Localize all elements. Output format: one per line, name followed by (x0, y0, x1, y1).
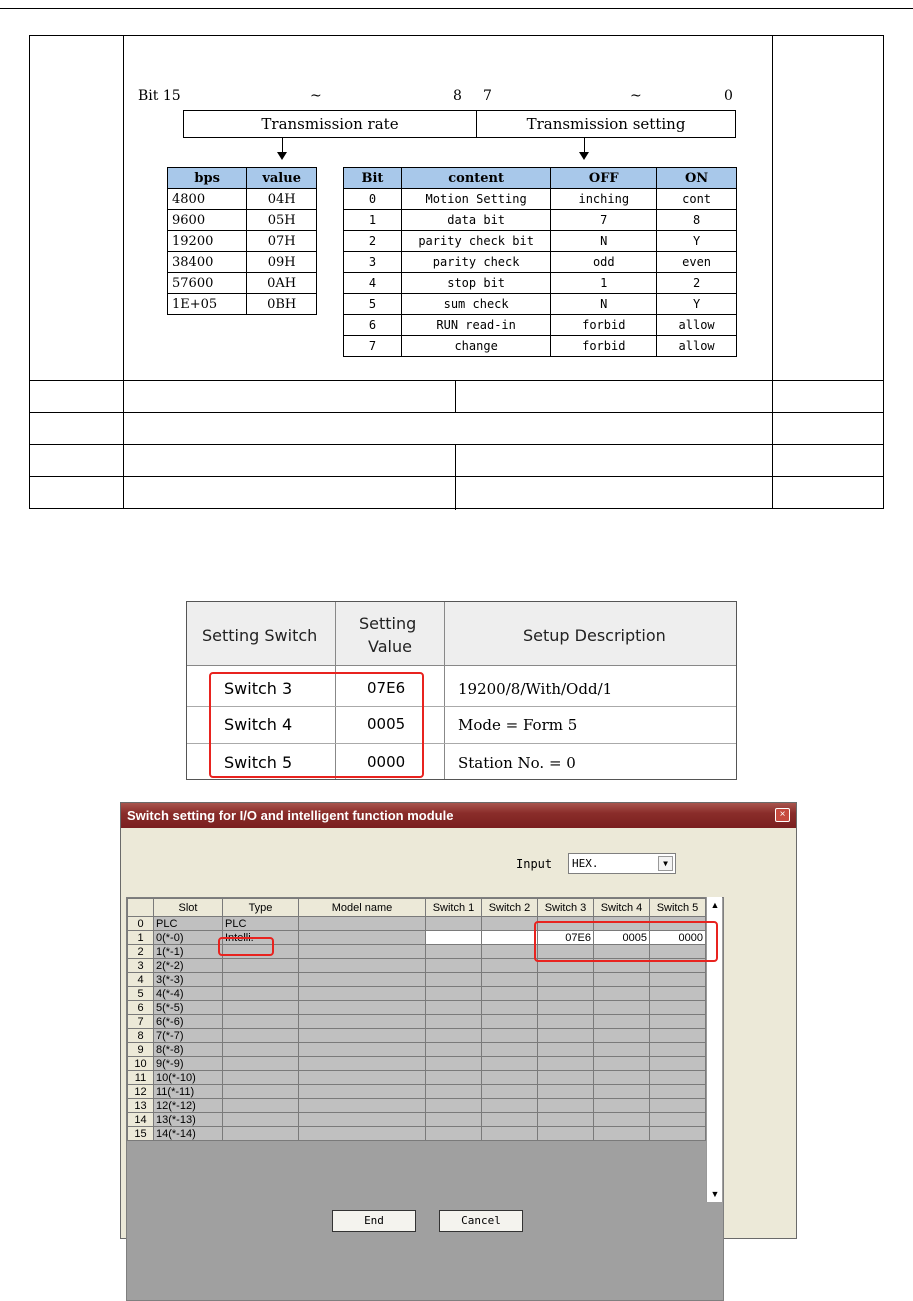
value-cell: 0BH (247, 294, 317, 315)
type-cell[interactable] (223, 1071, 299, 1085)
switch5-cell[interactable] (650, 1071, 706, 1085)
on-header: ON (657, 168, 737, 189)
slot-cell[interactable]: 1(*-1) (154, 945, 223, 959)
slot-cell[interactable]: 7(*-7) (154, 1029, 223, 1043)
switch-setting-dialog (120, 802, 797, 1239)
switch2-cell[interactable] (482, 959, 538, 973)
row-divider (30, 444, 883, 445)
bit0-label: 0 (724, 88, 733, 104)
input-format-value: HEX. (572, 857, 599, 870)
switch4-cell[interactable] (594, 1071, 650, 1085)
arrow-down-icon (277, 152, 287, 160)
row-number: 12 (128, 1085, 154, 1099)
switch5-cell[interactable] (650, 1085, 706, 1099)
bit-row (344, 210, 737, 231)
bps-cell: 19200 (168, 231, 247, 252)
switch5-cell[interactable] (650, 987, 706, 1001)
col-switch-5[interactable]: Switch 5 (650, 899, 706, 917)
switch4-cell[interactable] (594, 973, 650, 987)
off-cell: forbid (551, 336, 657, 357)
slot-cell[interactable]: 4(*-4) (154, 987, 223, 1001)
type-cell[interactable] (223, 959, 299, 973)
switch3-cell[interactable] (538, 1099, 594, 1113)
bit-content-table (343, 167, 737, 357)
slot-cell[interactable]: 11(*-11) (154, 1085, 223, 1099)
content-cell: RUN read-in (401, 315, 551, 336)
switch3-cell[interactable] (538, 1113, 594, 1127)
slot-cell[interactable]: 12(*-12) (154, 1099, 223, 1113)
model-name-cell[interactable] (299, 1085, 426, 1099)
switch2-cell[interactable] (482, 917, 538, 931)
switch1-cell[interactable] (426, 1043, 482, 1057)
switch4-cell[interactable] (594, 1015, 650, 1029)
switch4-cell[interactable] (594, 1127, 650, 1141)
off-cell: 1 (551, 273, 657, 294)
col-switch-4[interactable]: Switch 4 (594, 899, 650, 917)
row-number: 8 (128, 1029, 154, 1043)
bps-cell: 57600 (168, 273, 247, 294)
header-setting-switch: Setting Switch (202, 626, 318, 645)
model-name-cell[interactable] (299, 973, 426, 987)
bit-cell: 6 (344, 315, 402, 336)
switch2-cell[interactable] (482, 1071, 538, 1085)
tilde-label: ~ (310, 88, 322, 104)
header-setting-value-1: Setting (359, 614, 417, 633)
bit-diagram (135, 80, 745, 365)
slot-cell[interactable]: 5(*-5) (154, 1001, 223, 1015)
cell-divider (455, 444, 456, 510)
type-cell[interactable] (223, 1001, 299, 1015)
content-cell: change (401, 336, 551, 357)
col-switch-2[interactable]: Switch 2 (482, 899, 538, 917)
bit-row (344, 294, 737, 315)
switch3-cell[interactable] (538, 987, 594, 1001)
cell-divider (455, 380, 456, 412)
row-number: 15 (128, 1127, 154, 1141)
header-setting-value-2: Value (368, 637, 412, 656)
on-cell: Y (657, 294, 737, 315)
type-cell[interactable] (223, 1029, 299, 1043)
input-format-select[interactable] (568, 853, 676, 874)
switch2-cell[interactable] (482, 1113, 538, 1127)
model-name-cell[interactable] (299, 1099, 426, 1113)
on-cell: allow (657, 336, 737, 357)
content-cell: data bit (401, 210, 551, 231)
grid-row (128, 987, 706, 1001)
input-label: Input (516, 857, 553, 871)
model-name-cell[interactable] (299, 987, 426, 1001)
switch4-cell[interactable]: 0005 (594, 931, 650, 945)
grid-corner (128, 899, 154, 917)
transmission-setting-bar: Transmission setting (476, 110, 736, 138)
slot-cell[interactable]: 6(*-6) (154, 1015, 223, 1029)
switch1-cell[interactable] (426, 931, 482, 945)
model-name-cell[interactable] (299, 945, 426, 959)
switch1-cell[interactable] (426, 1113, 482, 1127)
slot-cell[interactable]: PLC (154, 917, 223, 931)
row-divider (30, 412, 883, 413)
model-name-cell[interactable] (299, 1001, 426, 1015)
off-cell: N (551, 231, 657, 252)
col-model-name[interactable]: Model name (299, 899, 426, 917)
switch5-cell[interactable] (650, 973, 706, 987)
switch3-cell[interactable] (538, 1043, 594, 1057)
scroll-down-icon[interactable]: ▼ (710, 1189, 720, 1199)
value-header: value (247, 168, 317, 189)
model-name-cell[interactable] (299, 1015, 426, 1029)
switch1-cell[interactable] (426, 1001, 482, 1015)
grid-row (128, 1043, 706, 1057)
bit15-label: Bit 15 (138, 88, 181, 104)
value-cell: 09H (247, 252, 317, 273)
on-cell: 8 (657, 210, 737, 231)
type-cell[interactable] (223, 1085, 299, 1099)
switch5-cell[interactable] (650, 1057, 706, 1071)
switch1-cell[interactable] (426, 1015, 482, 1029)
switch2-cell[interactable] (482, 1057, 538, 1071)
col-switch-1[interactable]: Switch 1 (426, 899, 482, 917)
bps-cell: 1E+05 (168, 294, 247, 315)
arrow-line (584, 138, 585, 152)
switch4-cell[interactable] (594, 987, 650, 1001)
switch4-cell[interactable] (594, 1043, 650, 1057)
switch2-cell[interactable] (482, 1015, 538, 1029)
switch-name-cell: Switch 5 (224, 753, 293, 772)
switch3-cell[interactable] (538, 1057, 594, 1071)
bit-cell: 3 (344, 252, 402, 273)
model-name-cell[interactable] (299, 1043, 426, 1057)
switch5-cell[interactable] (650, 1015, 706, 1029)
off-cell: forbid (551, 315, 657, 336)
slot-cell[interactable]: 9(*-9) (154, 1057, 223, 1071)
bit-row (344, 315, 737, 336)
content-cell: parity check (401, 252, 551, 273)
switch3-cell[interactable] (538, 1085, 594, 1099)
transmission-rate-bar: Transmission rate (183, 110, 477, 138)
switch-desc-cell: 19200/8/With/Odd/1 (458, 680, 613, 698)
switch2-cell[interactable] (482, 987, 538, 1001)
switch-value-cell: 07E6 (367, 679, 406, 697)
content-cell: Motion Setting (401, 189, 551, 210)
off-cell: 7 (551, 210, 657, 231)
row-number: 7 (128, 1015, 154, 1029)
switch2-cell[interactable] (482, 1085, 538, 1099)
switch3-cell[interactable] (538, 1127, 594, 1141)
arrow-line (282, 138, 283, 152)
switch4-cell[interactable] (594, 1099, 650, 1113)
content-cell: sum check (401, 294, 551, 315)
content-cell: parity check bit (401, 231, 551, 252)
switch5-cell[interactable] (650, 1099, 706, 1113)
dialog-title: Switch setting for I/O and intelligent function module (121, 803, 796, 828)
row-number: 0 (128, 917, 154, 931)
bit8-label: 8 (453, 88, 462, 104)
switch1-cell[interactable] (426, 1029, 482, 1043)
slot-cell[interactable]: 14(*-14) (154, 1127, 223, 1141)
value-cell: 05H (247, 210, 317, 231)
slot-cell[interactable]: 13(*-13) (154, 1113, 223, 1127)
bit-row (344, 231, 737, 252)
switch-name-cell: Switch 3 (224, 679, 293, 698)
model-name-cell[interactable] (299, 959, 426, 973)
on-cell: allow (657, 315, 737, 336)
cancel-button[interactable]: Cancel (439, 1210, 523, 1232)
switch3-cell[interactable] (538, 1029, 594, 1043)
type-cell[interactable] (223, 1043, 299, 1057)
close-icon[interactable]: × (775, 808, 790, 822)
grid-row (128, 1071, 706, 1085)
model-name-cell[interactable] (299, 931, 426, 945)
switch1-cell[interactable] (426, 1127, 482, 1141)
grid-row (128, 1015, 706, 1029)
type-cell[interactable]: PLC (223, 917, 299, 931)
slot-cell[interactable]: 8(*-8) (154, 1043, 223, 1057)
slot-cell[interactable]: 10(*-10) (154, 1071, 223, 1085)
row-divider (30, 380, 883, 381)
switch5-cell[interactable] (650, 1029, 706, 1043)
bit-cell: 7 (344, 336, 402, 357)
row-number: 1 (128, 931, 154, 945)
switch3-cell[interactable] (538, 973, 594, 987)
switch-name-cell: Switch 4 (224, 715, 293, 734)
switch1-cell[interactable] (426, 1057, 482, 1071)
row-number: 9 (128, 1043, 154, 1057)
col-slot[interactable]: Slot (154, 899, 223, 917)
off-cell: odd (551, 252, 657, 273)
scroll-up-icon[interactable]: ▲ (710, 900, 720, 910)
col-divider (123, 36, 124, 508)
tilde-label: ~ (630, 88, 642, 104)
header-setup-description: Setup Description (523, 626, 666, 645)
switch4-cell[interactable] (594, 1085, 650, 1099)
bit-row (344, 336, 737, 357)
row-number: 2 (128, 945, 154, 959)
switch1-cell[interactable] (426, 1099, 482, 1113)
switch-desc-cell: Mode = Form 5 (458, 716, 578, 734)
col-divider (772, 36, 773, 508)
switch5-cell[interactable] (650, 1127, 706, 1141)
switch1-cell[interactable] (426, 945, 482, 959)
value-cell: 0AH (247, 273, 317, 294)
on-cell: even (657, 252, 737, 273)
value-cell: 07H (247, 231, 317, 252)
page-top-rule (0, 8, 913, 9)
setting-switch-table (186, 601, 737, 780)
off-cell: inching (551, 189, 657, 210)
switch1-cell[interactable] (426, 917, 482, 931)
switch4-cell[interactable] (594, 1113, 650, 1127)
switch-value-cell: 0005 (367, 715, 406, 733)
bps-cell: 38400 (168, 252, 247, 273)
slot-cell[interactable]: 2(*-2) (154, 959, 223, 973)
type-highlight-box (218, 937, 274, 956)
type-cell[interactable] (223, 1015, 299, 1029)
type-cell[interactable] (223, 1057, 299, 1071)
grid-row (128, 973, 706, 987)
bit-cell: 4 (344, 273, 402, 294)
model-name-cell[interactable] (299, 1071, 426, 1085)
switch-highlight-box (534, 921, 718, 962)
content-cell: stop bit (401, 273, 551, 294)
bit-cell: 1 (344, 210, 402, 231)
col-type[interactable]: Type (223, 899, 299, 917)
highlight-box (209, 672, 424, 778)
grid-row (128, 1001, 706, 1015)
type-cell[interactable]: Intelli. (223, 931, 299, 945)
grid-header-row (128, 899, 706, 917)
row-number: 4 (128, 973, 154, 987)
bit-cell: 0 (344, 189, 402, 210)
bit-cell: 2 (344, 231, 402, 252)
bit-row (344, 189, 737, 210)
col-switch-3[interactable]: Switch 3 (538, 899, 594, 917)
switch3-cell[interactable]: 07E6 (538, 931, 594, 945)
switch1-cell[interactable] (426, 973, 482, 987)
switch4-cell[interactable] (594, 1057, 650, 1071)
switch-desc-cell: Station No. = 0 (458, 754, 576, 772)
grid-row (128, 1099, 706, 1113)
off-cell: N (551, 294, 657, 315)
row-number: 13 (128, 1099, 154, 1113)
bit-header: Bit (344, 168, 402, 189)
row-number: 5 (128, 987, 154, 1001)
switch2-cell[interactable] (482, 945, 538, 959)
grid-row (128, 1085, 706, 1099)
bit7-label: 7 (483, 88, 492, 104)
switch1-cell[interactable] (426, 959, 482, 973)
switch2-cell[interactable] (482, 1029, 538, 1043)
switch2-cell[interactable] (482, 931, 538, 945)
switch4-cell[interactable] (594, 1029, 650, 1043)
bit-cell: 5 (344, 294, 402, 315)
grid-row (128, 1029, 706, 1043)
type-cell[interactable] (223, 987, 299, 1001)
switch2-cell[interactable] (482, 973, 538, 987)
arrow-down-icon (579, 152, 589, 160)
model-name-cell[interactable] (299, 917, 426, 931)
end-button[interactable]: End (332, 1210, 416, 1232)
type-cell[interactable] (223, 1099, 299, 1113)
model-name-cell[interactable] (299, 1113, 426, 1127)
switch1-cell[interactable] (426, 987, 482, 1001)
on-cell: cont (657, 189, 737, 210)
switch5-cell[interactable] (650, 1001, 706, 1015)
switch1-cell[interactable] (426, 1085, 482, 1099)
model-name-cell[interactable] (299, 1029, 426, 1043)
grid-row (128, 1127, 706, 1141)
model-name-cell[interactable] (299, 1127, 426, 1141)
row-number: 3 (128, 959, 154, 973)
switch3-cell[interactable] (538, 1015, 594, 1029)
grid-row (128, 1113, 706, 1127)
row-number: 11 (128, 1071, 154, 1085)
switch5-cell[interactable]: 0000 (650, 931, 706, 945)
switch5-cell[interactable] (650, 1113, 706, 1127)
switch2-cell[interactable] (482, 1127, 538, 1141)
bps-header: bps (168, 168, 247, 189)
switch5-cell[interactable] (650, 1043, 706, 1057)
slot-cell[interactable]: 0(*-0) (154, 931, 223, 945)
switch4-cell[interactable] (594, 1001, 650, 1015)
bit-row (344, 273, 737, 294)
type-cell[interactable] (223, 1127, 299, 1141)
grid-row (128, 1057, 706, 1071)
switch1-cell[interactable] (426, 1071, 482, 1085)
switch-value-cell: 0000 (367, 753, 406, 771)
col-divider (444, 602, 445, 779)
row-number: 6 (128, 1001, 154, 1015)
row-divider (30, 476, 883, 477)
on-cell: 2 (657, 273, 737, 294)
bps-table (167, 167, 317, 315)
on-cell: Y (657, 231, 737, 252)
row-number: 14 (128, 1113, 154, 1127)
off-header: OFF (551, 168, 657, 189)
value-cell: 04H (247, 189, 317, 210)
type-cell[interactable] (223, 1113, 299, 1127)
model-name-cell[interactable] (299, 1057, 426, 1071)
switch3-cell[interactable] (538, 1071, 594, 1085)
switch2-cell[interactable] (482, 1001, 538, 1015)
bps-cell: 4800 (168, 189, 247, 210)
type-cell[interactable] (223, 973, 299, 987)
slot-cell[interactable]: 3(*-3) (154, 973, 223, 987)
switch2-cell[interactable] (482, 1099, 538, 1113)
chevron-down-icon[interactable]: ▼ (658, 856, 673, 871)
switch2-cell[interactable] (482, 1043, 538, 1057)
bit-row (344, 252, 737, 273)
content-header: content (401, 168, 551, 189)
row-number: 10 (128, 1057, 154, 1071)
switch3-cell[interactable] (538, 1001, 594, 1015)
bps-cell: 9600 (168, 210, 247, 231)
